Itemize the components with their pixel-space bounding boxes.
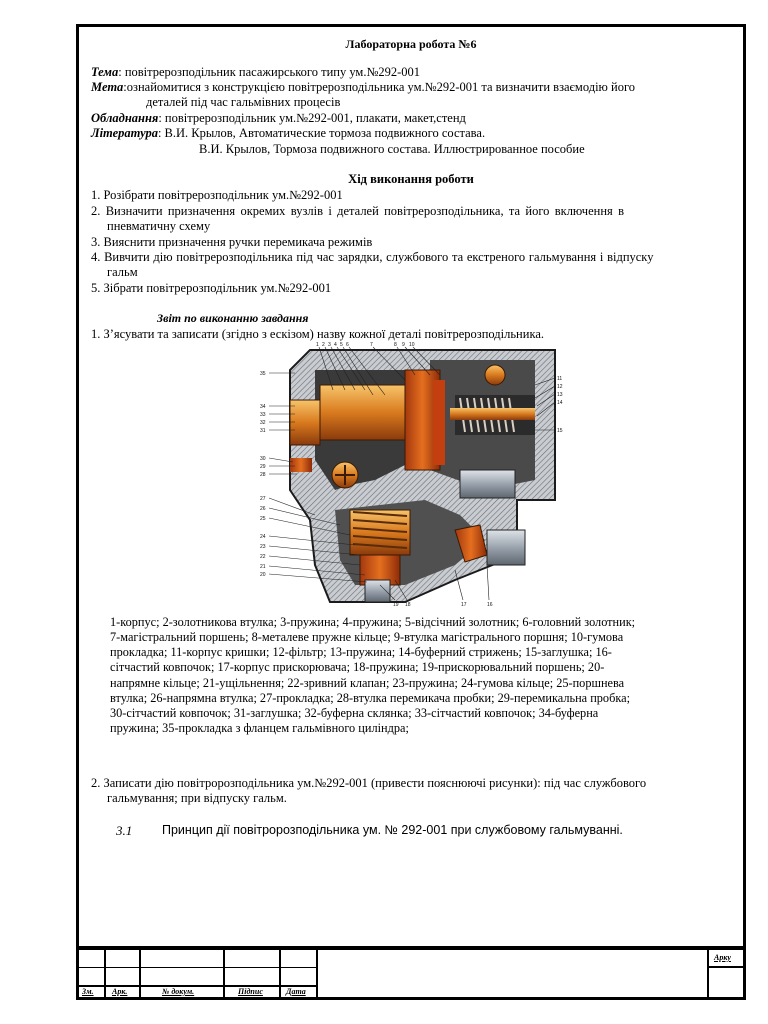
svg-text:25: 25: [260, 516, 266, 522]
stamp-col-5: [316, 948, 318, 1000]
svg-text:13: 13: [557, 392, 563, 398]
task-1: 1. З’ясувати та записати (згідно з ескізом) назву кожної деталі повітрерозподільника.: [91, 327, 544, 341]
svg-text:19: 19: [393, 602, 399, 608]
step-1: 1. Розібрати повітрерозподільник ум.№292-001: [91, 188, 343, 202]
svg-text:32: 32: [260, 420, 266, 426]
legend-line-5: напрямне кільце; 21-ущільнення; 22-зривний клапан; 23-пружина; 24-гумова кільце; 25-поршнева: [110, 676, 625, 690]
stamp-pidpys: Підпис: [238, 987, 263, 996]
step-3: 3. Вияснити призначення ручки перемикача режимів: [91, 235, 373, 249]
svg-text:29: 29: [260, 464, 266, 470]
svg-text:8: 8: [394, 342, 397, 348]
svg-text:20: 20: [260, 572, 266, 578]
page-title: Лабораторна робота №6: [345, 37, 477, 51]
svg-text:11: 11: [557, 376, 563, 382]
literature-value: : В.И. Крылов, Автоматические тормоза подвижного состава.: [157, 126, 486, 140]
svg-text:12: 12: [557, 384, 563, 390]
svg-text:9: 9: [402, 342, 405, 348]
report-heading: Звіт по виконанню завдання: [157, 311, 309, 325]
goal-label: Мета: [91, 80, 124, 94]
stamp-col-3: [223, 948, 225, 1000]
svg-text:35: 35: [260, 371, 266, 377]
svg-text:30: 30: [260, 456, 266, 462]
goal-value: :ознайомитися з конструкцією повітрерозподільника ум.№292-001 та визначити взаємодію його: [123, 80, 636, 94]
equipment-label: Обладнання: [91, 111, 159, 125]
svg-text:10: 10: [409, 342, 415, 348]
svg-text:5: 5: [340, 342, 343, 348]
svg-text:34: 34: [260, 404, 266, 410]
legend-line-6: втулка; 26-напрямна втулка; 27-прокладка; 28-втулка перемикача пробки; 29-перемикальна пробка;: [110, 691, 630, 705]
section-title: Принцип дії повітророзподільника ум. № 292-001 при службовому гальмуванні.: [162, 823, 623, 837]
literature-label: Література: [91, 126, 158, 140]
svg-text:17: 17: [461, 602, 467, 608]
stamp-arku: Арку: [714, 953, 731, 962]
legend-line-4: сітчастий ковпочок; 17-корпус прискорювача; 18-пружина; 19-прискорювальний поршень; 20-: [110, 660, 605, 674]
step-4-cont: гальм: [107, 265, 138, 279]
svg-text:7: 7: [370, 342, 373, 348]
stamp-col-1: [104, 948, 106, 1000]
topic-value: : повітрерозподільник пасажирського типу ум.№292-001: [118, 65, 421, 79]
svg-text:21: 21: [260, 564, 266, 570]
svg-text:15: 15: [557, 428, 563, 434]
stamp-arkush: Арк.: [112, 987, 128, 996]
stamp-col-right: [707, 948, 709, 1000]
task-2: 2. Записати дію повітророзподільника ум.№292-001 (привести пояснюючі рисунки): під час службового: [91, 776, 647, 790]
svg-text:24: 24: [260, 534, 266, 540]
section-number: 3.1: [116, 823, 133, 838]
stamp-zm: Зм.: [82, 987, 94, 996]
step-5: 5. Зібрати повітрерозподільник ум.№292-001: [91, 281, 332, 295]
svg-text:23: 23: [260, 544, 266, 550]
stamp-top-border: [76, 946, 746, 950]
step-2: 2. Визначити призначення окремих вузлів і деталей повітрерозподільника, та його включення в: [91, 204, 624, 218]
goal-line: [91, 80, 635, 95]
legend-line-1: 1-корпус; 2-золотникова втулка; 3-пружина; 4-пружина; 5-відсічний золотник; 6-головний золотник;: [110, 615, 636, 629]
svg-text:4: 4: [334, 342, 337, 348]
svg-text:26: 26: [260, 506, 266, 512]
svg-text:33: 33: [260, 412, 266, 418]
stamp-col-4: [279, 948, 281, 1000]
legend-line-3: прокладка; 11-корпус кришки; 12-фільтр; 13-пружина; 14-буферний стрижень; 15-заглушка; 16-: [110, 645, 612, 659]
svg-text:18: 18: [405, 602, 411, 608]
literature-value-2: В.И. Крылов, Тормоза подвижного состава. Иллюстрированное пособие: [199, 142, 585, 156]
svg-text:14: 14: [557, 400, 563, 406]
topic-line: [91, 65, 420, 80]
svg-text:2: 2: [322, 342, 325, 348]
legend-line-8: пружина; 35-прокладка з фланцем гальмівного циліндра;: [110, 721, 409, 735]
step-4: 4. Вивчити дію повітрерозподільника під час зарядки, службового та екстреного гальмування і відпуску: [91, 250, 654, 264]
stamp-dokum: № докум.: [162, 987, 195, 996]
legend-line-7: 30-сітчастий ковпочок; 31-заглушка; 32-буферна склянка; 33-сітчастий ковпочок; 34-буферна: [110, 706, 599, 720]
task-2-cont: гальмування; при відпуску гальм.: [107, 791, 287, 805]
progress-heading: Хід виконання роботи: [348, 172, 474, 186]
svg-text:6: 6: [346, 342, 349, 348]
literature-line: [91, 126, 485, 141]
stamp-right-divider: [707, 966, 746, 968]
svg-text:22: 22: [260, 554, 266, 560]
svg-text:16: 16: [487, 602, 493, 608]
goal-value-cont: деталей під час гальмівних процесів: [146, 95, 341, 109]
svg-text:1: 1: [316, 342, 319, 348]
equipment-line: [91, 111, 466, 126]
equipment-value: : повітрерозподільник ум.№292-001, плакати, макет,стенд: [158, 111, 466, 125]
svg-text:28: 28: [260, 472, 266, 478]
topic-label: Тема: [91, 65, 119, 79]
svg-text:31: 31: [260, 428, 266, 434]
svg-text:3: 3: [328, 342, 331, 348]
stamp-col-2: [139, 948, 141, 1000]
stamp-data: Дата: [286, 987, 306, 996]
step-2-cont: пневматичну схему: [107, 219, 211, 233]
legend-line-2: 7-магістральний поршень; 8-металеве пружне кільце; 9-втулка магістрального поршня; 10-гумова: [110, 630, 624, 644]
svg-text:27: 27: [260, 496, 266, 502]
air-distributor-figure: [255, 340, 575, 612]
